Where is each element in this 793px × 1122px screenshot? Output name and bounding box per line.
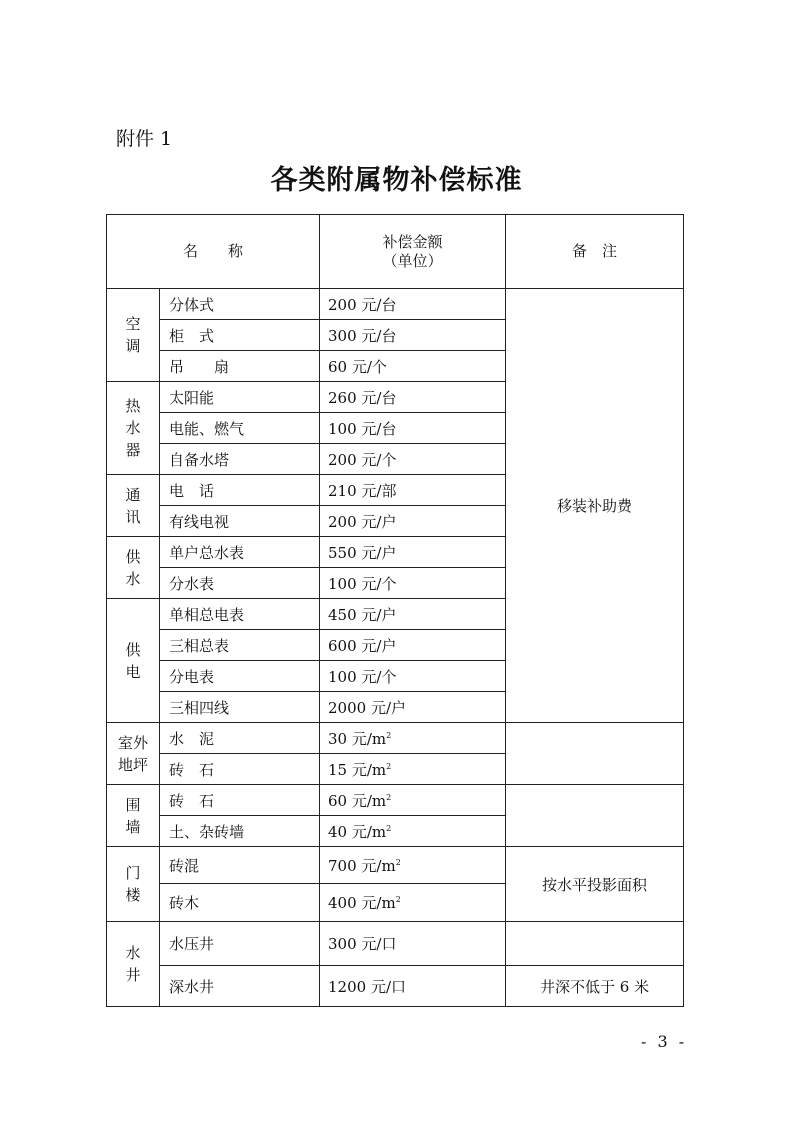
unit-superscript: 2 [386,761,392,771]
item-cell: 分电表 [160,661,320,692]
amount-text: 700 元/m [328,856,396,875]
category-label: 室外地坪 [117,733,148,774]
category-cell [107,475,160,537]
amount-cell: 600 元/户 [320,630,506,661]
amount-cell: 300 元/口 [320,922,506,966]
item-cell: 电 话 [160,475,320,506]
category-cell [107,289,160,382]
item-cell: 分体式 [160,289,320,320]
unit-superscript: 2 [395,857,401,867]
table-row [107,785,684,816]
table-row [107,289,684,320]
item-cell: 砖 石 [160,754,320,785]
header-amount-line1: 补偿金额 [382,232,443,251]
document-title: 各类附属物补偿标准 [270,165,523,196]
unit-superscript: 2 [386,823,392,833]
category-label: 门楼 [125,864,141,904]
item-cell: 柜 式 [160,320,320,351]
unit-superscript: 2 [395,895,401,904]
item-cell: 深水井 [160,966,320,1007]
remark-projection: 按水平投影面积 [506,847,684,922]
header-amount-line2: （单位） [382,251,443,270]
remark-empty [506,723,684,785]
amount-cell: 100 元/台 [320,413,506,444]
item-cell: 单户总水表 [160,537,320,568]
item-cell: 太阳能 [160,382,320,413]
item-cell: 砖混 [160,847,320,884]
category-label: 水井 [125,944,141,984]
unit-superscript: 2 [386,792,392,802]
amount-cell: 200 元/户 [320,506,506,537]
amount-text: 40 元/m [328,822,387,841]
category-label: 供水 [125,547,141,588]
category-label: 热水器 [125,397,141,459]
amount-cell: 2000 元/户 [320,692,506,723]
item-cell: 土、杂砖墙 [160,816,320,847]
category-label: 空调 [125,315,141,355]
remark-empty [506,785,684,847]
table-row [107,847,684,884]
attachment-label: 附件 1 [116,128,173,150]
category-label: 通讯 [125,485,141,526]
table-row [107,922,684,966]
category-cell [107,599,160,723]
table-row [107,723,684,754]
item-cell: 电能、燃气 [160,413,320,444]
amount-cell: 100 元/个 [320,661,506,692]
amount-cell [320,754,506,785]
header-row [107,215,684,289]
item-cell: 砖木 [160,884,320,922]
amount-cell: 200 元/个 [320,444,506,475]
amount-cell: 60 元/个 [320,351,506,382]
remark-relocation: 移装补助费 [506,289,684,723]
amount-cell [320,723,506,754]
amount-cell: 550 元/户 [320,537,506,568]
header-amount [320,215,506,289]
category-label: 围墙 [125,795,141,836]
item-cell: 自备水塔 [160,444,320,475]
amount-cell: 100 元/个 [320,568,506,599]
item-cell: 单相总电表 [160,599,320,630]
amount-text: 15 元/m [328,760,387,779]
compensation-table [106,214,684,1007]
remark-well-depth: 井深不低于 6 米 [506,966,684,1007]
item-cell: 水压井 [160,922,320,966]
item-cell: 三相总表 [160,630,320,661]
unit-superscript: 2 [386,730,392,740]
amount-cell: 260 元/台 [320,382,506,413]
amount-cell: 300 元/台 [320,320,506,351]
category-cell [107,785,160,847]
amount-cell [320,785,506,816]
amount-text: 30 元/m [328,729,387,748]
amount-cell: 450 元/户 [320,599,506,630]
amount-text: 60 元/m [328,791,387,810]
amount-cell [320,884,506,922]
item-cell: 分水表 [160,568,320,599]
category-cell [107,537,160,599]
category-cell [107,847,160,922]
table-row [107,966,684,1007]
category-cell [107,723,160,785]
amount-cell [320,847,506,884]
page-number: - 3 - [641,1032,688,1051]
item-cell: 有线电视 [160,506,320,537]
category-label: 供电 [125,640,141,681]
amount-cell: 210 元/部 [320,475,506,506]
amount-text: 400 元/m [328,894,396,912]
item-cell: 三相四线 [160,692,320,723]
item-cell: 砖 石 [160,785,320,816]
amount-cell: 200 元/台 [320,289,506,320]
header-remark: 备 注 [506,215,684,289]
item-cell: 吊 扇 [160,351,320,382]
item-cell: 水 泥 [160,723,320,754]
amount-cell [320,816,506,847]
remark-empty [506,922,684,966]
amount-cell: 1200 元/口 [320,966,506,1007]
category-cell [107,922,160,1007]
header-name: 名 称 [107,215,320,289]
category-cell [107,382,160,475]
